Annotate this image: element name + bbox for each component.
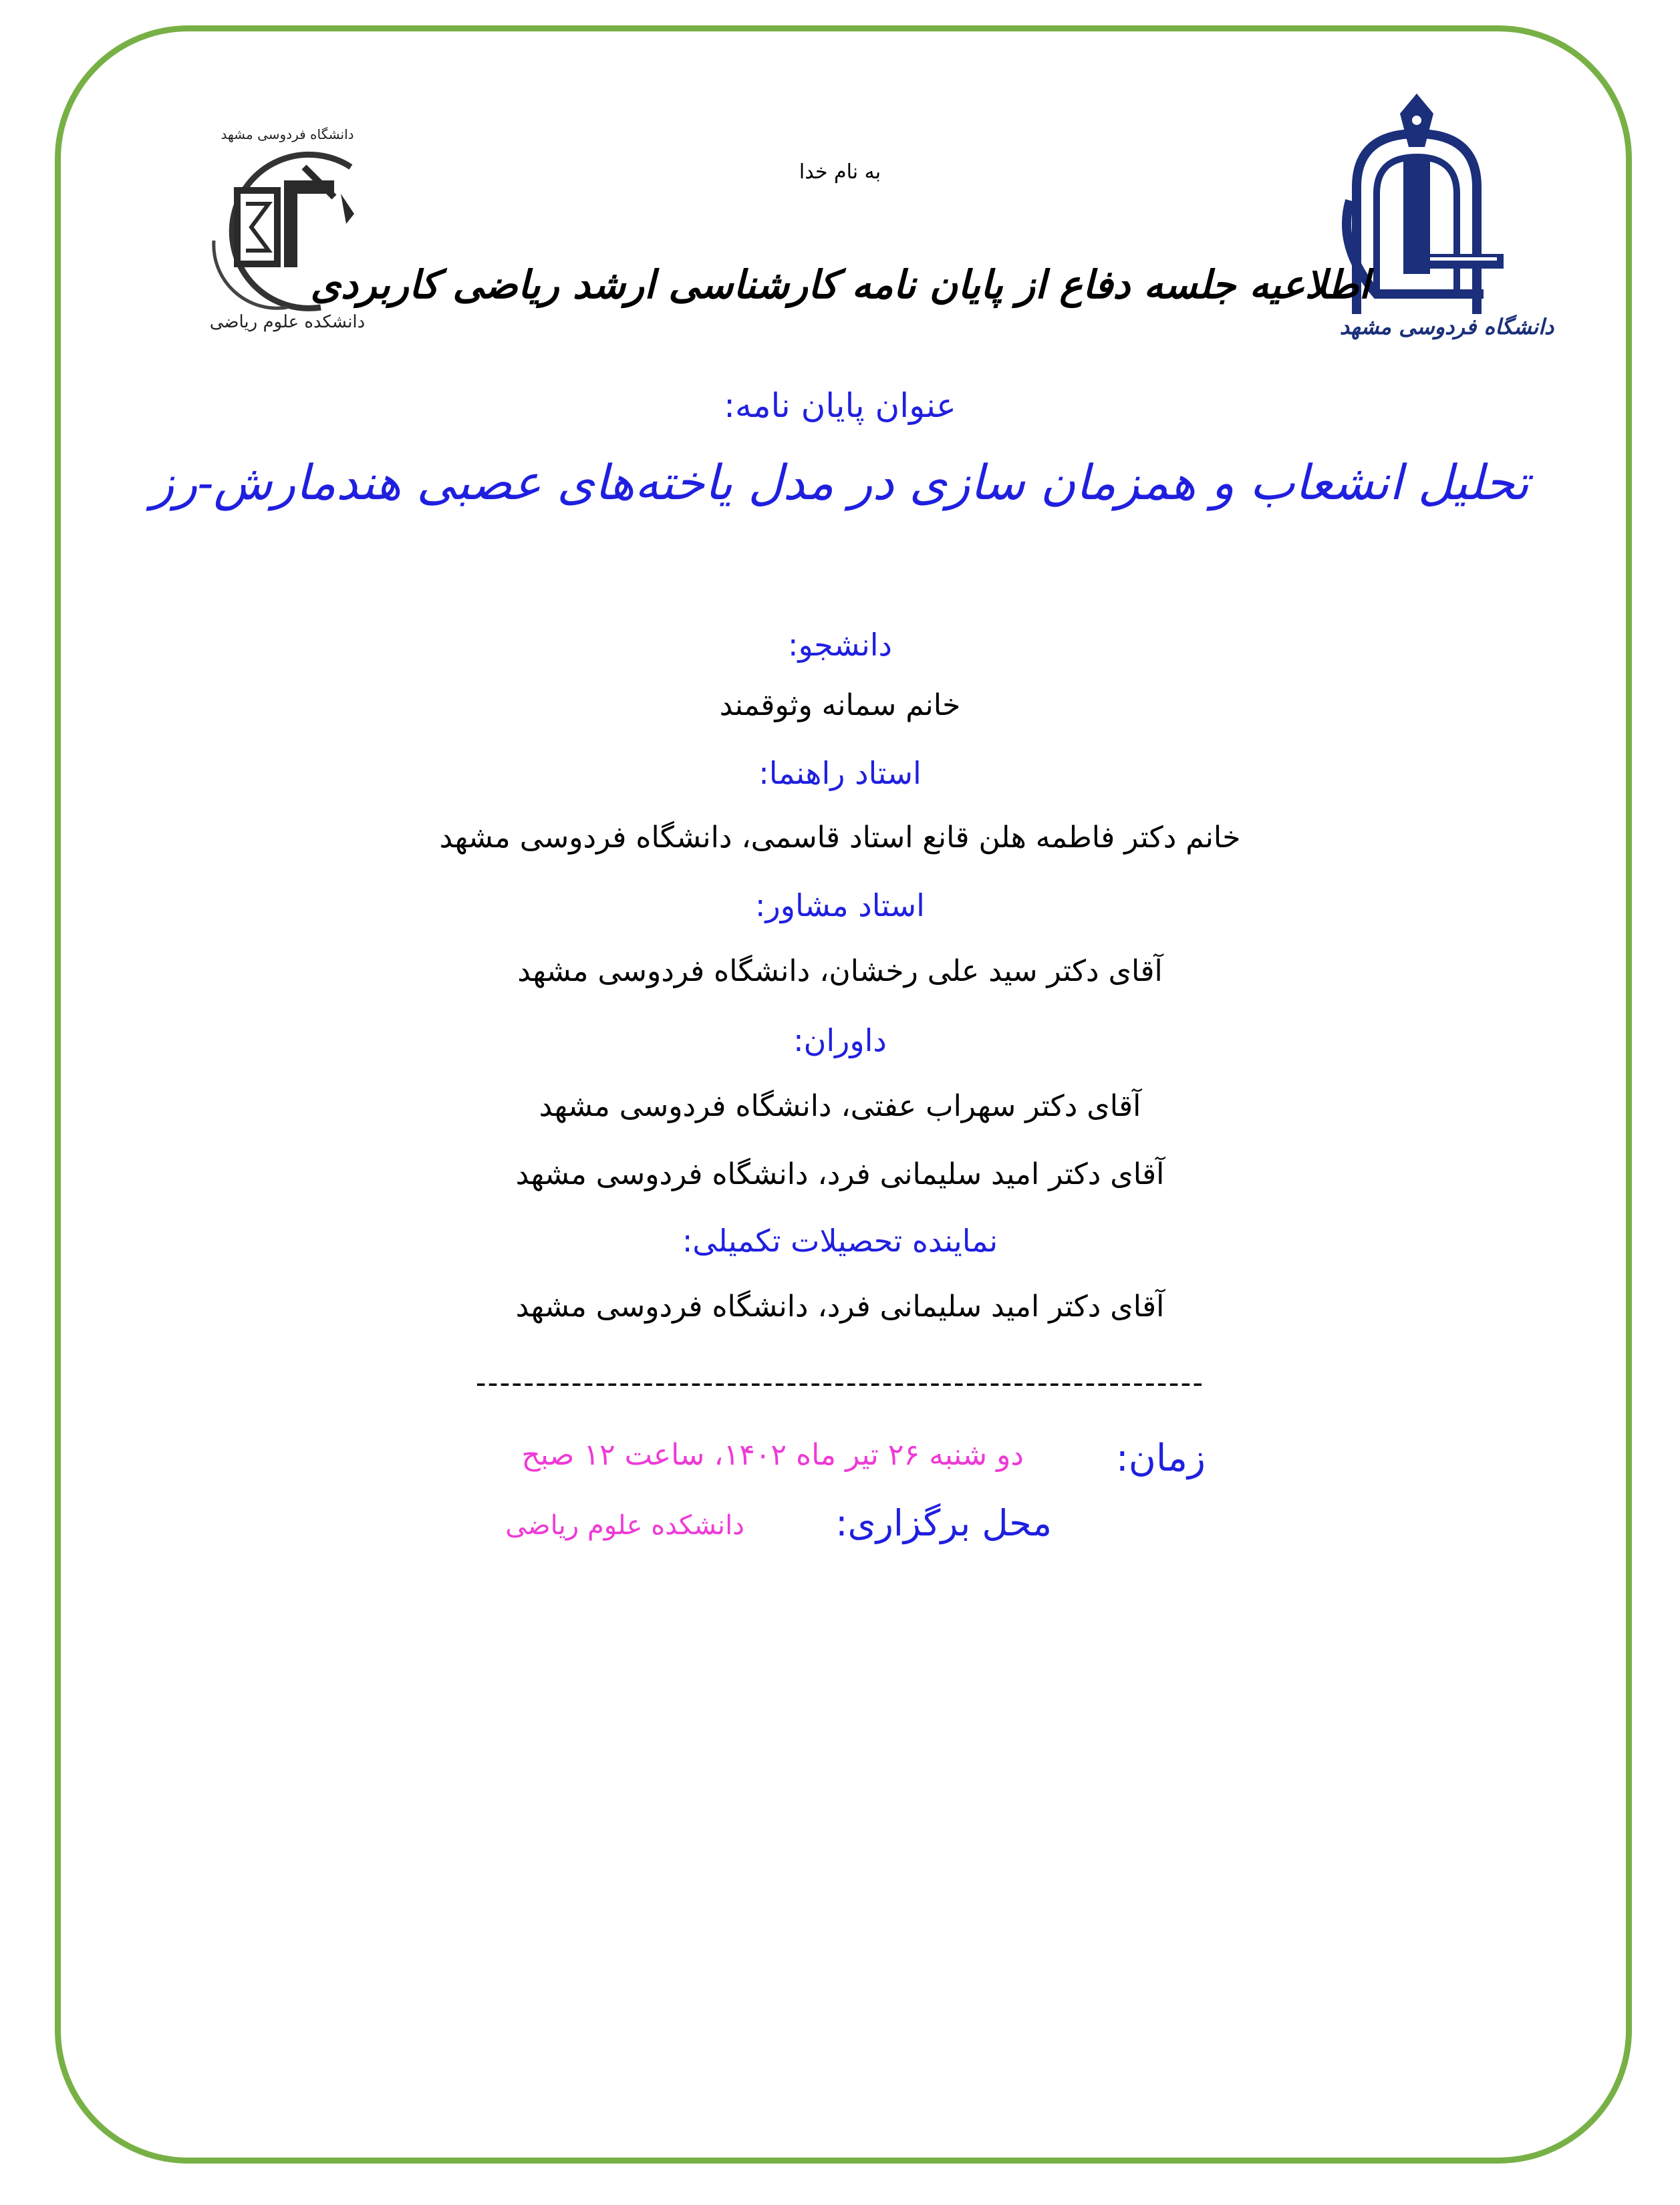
graduate-rep-name: آقای دکتر امید سلیمانی فرد، دانشگاه فردوسی مشهد [515,1290,1165,1324]
supervisor-name: خانم دکتر فاطمه هلن قانع استاد قاسمی، دانشگاه فردوسی مشهد [439,821,1241,855]
thesis-title-label: عنوان پایان نامه: [724,386,956,425]
place-label: محل برگزاری: [835,1502,1052,1544]
referee-name-1: آقای دکتر سهراب عفتی، دانشگاه فردوسی مشهد [539,1089,1141,1123]
referee-name-2: آقای دکتر امید سلیمانی فرد، دانشگاه فردوسی مشهد [515,1157,1165,1191]
time-value: دو شنبه ۲۶ تیر ماه ۱۴۰۲، ساعت ۱۲ صبح [521,1438,1024,1472]
advisor-name: آقای دکتر سید علی رخشان، دانشگاه فردوسی مشهد [517,954,1163,988]
faculty-logo-caption: دانشکده علوم ریاضی [209,312,366,332]
university-logo-caption: دانشگاه فردوسی مشهد [1339,314,1554,339]
graduate-rep-label: نماینده تحصیلات تکمیلی: [682,1223,998,1259]
supervisor-label: استاد راهنما: [758,755,922,791]
separator-line: ------------------------------------------------------------- [475,1366,1205,1400]
place-value: دانشکده علوم ریاضی [505,1510,744,1541]
time-label: زمان: [1115,1437,1206,1480]
bismillah-text: به نام خدا [799,160,881,184]
student-label: دانشجو: [787,627,893,663]
student-name: خانم سمانه وثوقمند [719,688,961,722]
referees-label: داوران: [793,1022,887,1058]
faculty-logo-ring-text: دانشگاه فردوسی مشهد [221,126,354,142]
announcement-title: اطلاعیه جلسه دفاع از پایان نامه کارشناسی ارشد ریاضی کاربردی [310,262,1370,307]
advisor-label: استاد مشاور: [755,887,925,923]
thesis-title: تحلیل انشعاب و همزمان سازی در مدل یاخته‌های عصبی هندمارش-رز [150,454,1530,510]
